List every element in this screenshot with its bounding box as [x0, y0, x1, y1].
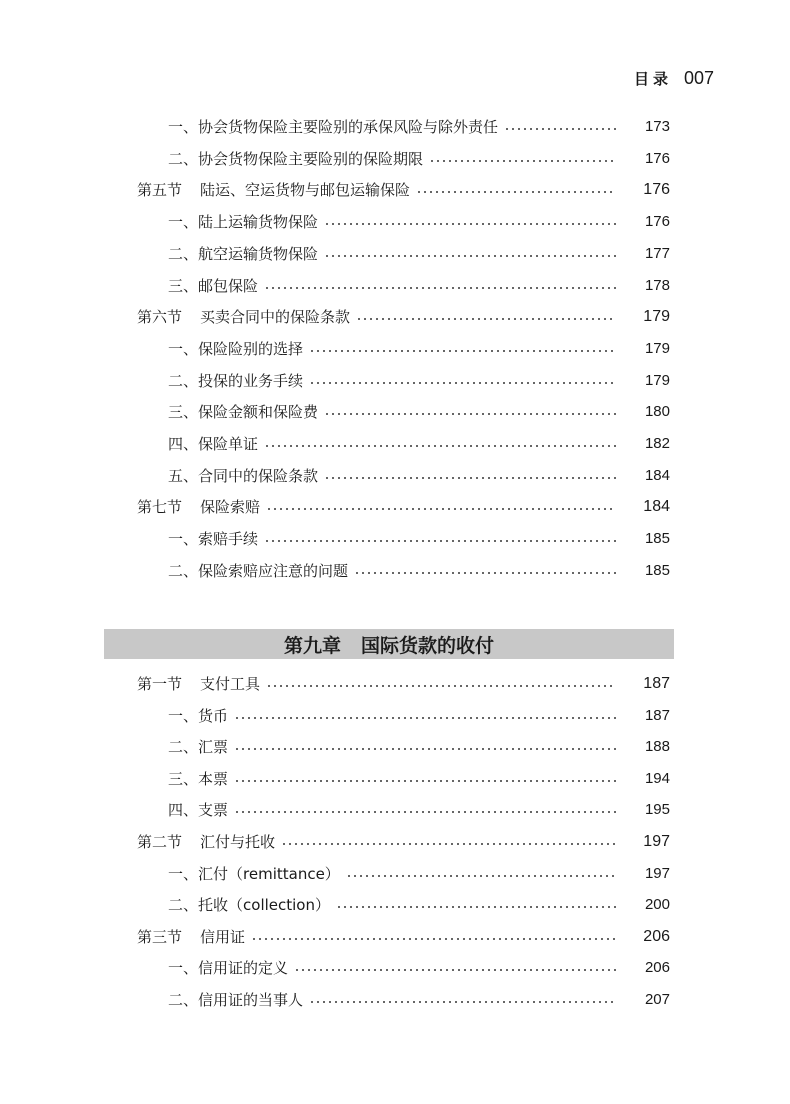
toc-entry-number: 一、: [168, 959, 199, 978]
toc-entry-title: 保险索赔应注意的问题: [198, 561, 349, 580]
toc-entry-title: 陆运、空运货物与邮包运输保险: [200, 181, 411, 200]
dot-leader: [324, 413, 616, 415]
dot-leader: [356, 318, 616, 320]
toc-entry-number: 二、: [168, 896, 199, 915]
toc-entry-page: 179: [644, 339, 670, 357]
dot-leader: [504, 128, 616, 130]
toc-entry-number: 一、: [168, 706, 199, 725]
toc-entry-number: 第一节: [137, 675, 183, 693]
toc-subsection-entry: [0, 432, 790, 456]
toc-section-entry: [0, 830, 790, 854]
toc-subsection-entry: [0, 735, 790, 759]
dot-leader: [309, 1001, 616, 1003]
toc-subsection-entry: [0, 274, 790, 298]
toc-entry-page: 206: [644, 959, 670, 977]
toc-entry-page: 178: [644, 276, 670, 294]
toc-entry-number: 一、: [168, 864, 199, 883]
toc-entry-page: 176: [644, 149, 670, 167]
toc-entry-number: 第七节: [137, 498, 183, 517]
toc-entry-page: 195: [644, 801, 670, 819]
toc-entry-title: 保险金额和保险费: [198, 403, 319, 422]
dot-leader: [266, 685, 616, 687]
chapter-title: 国际货款的收付: [361, 634, 495, 657]
toc-subsection-entry: [0, 115, 790, 139]
toc-section-entry: [0, 925, 790, 949]
toc-entry-page: 185: [644, 561, 670, 579]
toc-section-entry: [0, 178, 790, 202]
toc-entry-number: 一、: [168, 339, 199, 358]
toc-entry-title: 保险索赔: [200, 498, 261, 517]
toc-section-entry: [0, 672, 790, 696]
toc-section-entry: [0, 305, 790, 329]
dot-leader: [234, 780, 616, 782]
toc-entry-page: 197: [643, 833, 670, 850]
toc-entry-title: 协会货物保险主要险别的保险期限: [198, 149, 424, 168]
toc-entry-page: 187: [643, 675, 670, 692]
dot-leader: [309, 350, 616, 352]
toc-subsection-entry: [0, 862, 790, 886]
toc-entry-page: 185: [644, 530, 670, 548]
header-page-number: 007: [683, 68, 714, 88]
toc-entry-title: 合同中的保险条款: [198, 466, 319, 485]
toc-subsection-entry: [0, 242, 790, 266]
dot-leader: [324, 477, 616, 479]
dot-leader: [264, 540, 616, 542]
dot-leader: [264, 445, 616, 447]
toc-entry-title: 信用证的定义: [198, 959, 289, 978]
dot-leader: [234, 811, 616, 813]
dot-leader: [234, 748, 616, 750]
toc-subsection-entry: [0, 337, 790, 361]
toc-entry-page: 182: [644, 435, 670, 452]
toc-subsection-entry: [0, 704, 790, 728]
page-header: [634, 68, 714, 89]
dot-leader: [429, 160, 616, 162]
header-label: 目录: [633, 70, 672, 88]
toc-entry-page: 206: [643, 927, 670, 945]
toc-subsection-entry: [0, 400, 790, 424]
toc-entry-title: 投保的业务手续: [198, 371, 304, 390]
toc-entry-page: 180: [644, 403, 670, 421]
toc-entry-page: 188: [644, 738, 670, 756]
toc-entry-number: 第三节: [137, 927, 183, 946]
toc-entry-title: 货币: [198, 706, 229, 725]
toc-entry-number: 二、: [168, 561, 199, 580]
toc-subsection-entry: [0, 956, 790, 980]
toc-entry-number: 第二节: [137, 833, 183, 851]
dot-leader: [294, 969, 616, 971]
toc-entry-page: 177: [644, 244, 670, 262]
toc-entry-number: 三、: [168, 276, 199, 295]
toc-subsection-entry: [0, 147, 790, 171]
toc-section-entry: [0, 495, 790, 519]
dot-leader: [416, 191, 616, 193]
dot-leader: [264, 287, 616, 289]
toc-entry-page: 197: [644, 864, 670, 882]
toc-entry-title: 协会货物保险主要险别的承保风险与除外责任: [198, 118, 499, 136]
toc-subsection-entry: [0, 767, 790, 791]
toc-entry-title: 买卖合同中的保险条款: [200, 308, 351, 327]
toc-entry-page: 187: [644, 706, 670, 724]
toc-subsection-entry: [0, 559, 790, 583]
toc-entry-title: 邮包保险: [198, 276, 259, 295]
toc-entry-page: 179: [644, 371, 670, 389]
toc-entry-number: 五、: [168, 466, 199, 485]
toc-entry-number: 四、: [168, 435, 199, 453]
toc-entry-page: 173: [644, 118, 670, 135]
toc-entry-number: 四、: [168, 801, 199, 820]
toc-entry-number: 二、: [168, 244, 199, 263]
dot-leader: [354, 572, 616, 574]
toc-subsection-entry: [0, 369, 790, 393]
toc-entry-page: 184: [644, 466, 670, 484]
toc-entry-page: 207: [644, 991, 670, 1008]
toc-entry-title: 信用证的当事人: [198, 991, 304, 1009]
dot-leader: [234, 717, 616, 719]
toc-entry-number: 二、: [168, 738, 199, 757]
toc-entry-number: 一、: [168, 530, 199, 549]
toc-entry-title: 航空运输货物保险: [198, 244, 319, 263]
toc-entry-number: 三、: [168, 769, 199, 788]
toc-subsection-entry: [0, 798, 790, 822]
toc-entry-title: 索赔手续: [198, 530, 259, 549]
dot-leader: [324, 223, 616, 225]
dot-leader: [346, 875, 616, 877]
toc-entry-title: 汇票: [198, 738, 229, 757]
toc-entry-title: 支票: [198, 801, 229, 820]
toc-entry-page: 176: [644, 213, 670, 231]
toc-subsection-entry: [0, 988, 790, 1012]
toc-entry-number: 二、: [168, 371, 199, 390]
dot-leader: [251, 938, 616, 940]
toc-entry-page: 200: [644, 896, 670, 914]
toc-entry-page: 194: [644, 769, 670, 787]
toc-entry-number: 第五节: [137, 181, 183, 200]
chapter-number: 第九章: [283, 634, 341, 657]
toc-entry-number: 二、: [168, 991, 199, 1009]
toc-entry-number: 三、: [168, 403, 199, 422]
toc-entry-title: 汇付（remittance）: [198, 864, 340, 883]
toc-entry-title: 陆上运输货物保险: [198, 213, 319, 232]
chapter-heading: [104, 629, 674, 659]
toc-entry-page: 184: [643, 498, 670, 516]
toc-entry-number: 二、: [168, 149, 199, 168]
dot-leader: [266, 508, 616, 510]
toc-entry-page: 179: [643, 308, 670, 326]
dot-leader: [324, 255, 616, 257]
toc-entry-page: 176: [643, 181, 670, 199]
toc-subsection-entry: [0, 210, 790, 234]
dot-leader: [336, 906, 616, 908]
toc-subsection-entry: [0, 527, 790, 551]
dot-leader: [281, 843, 616, 845]
toc-entry-number: 第六节: [137, 308, 183, 327]
toc-entry-title: 支付工具: [200, 675, 261, 693]
toc-entry-title: 信用证: [200, 927, 246, 946]
toc-entry-title: 本票: [198, 769, 229, 788]
toc-entry-number: 一、: [168, 118, 199, 136]
toc-entry-title: 保险单证: [198, 435, 259, 453]
toc-entry-title: 汇付与托收: [200, 833, 276, 851]
toc-entry-title: 保险险别的选择: [198, 339, 304, 358]
toc-entry-number: 一、: [168, 213, 199, 232]
toc-entry-title: 托收（collection）: [198, 896, 330, 915]
toc-subsection-entry: [0, 464, 790, 488]
dot-leader: [309, 382, 616, 384]
toc-subsection-entry: [0, 893, 790, 917]
